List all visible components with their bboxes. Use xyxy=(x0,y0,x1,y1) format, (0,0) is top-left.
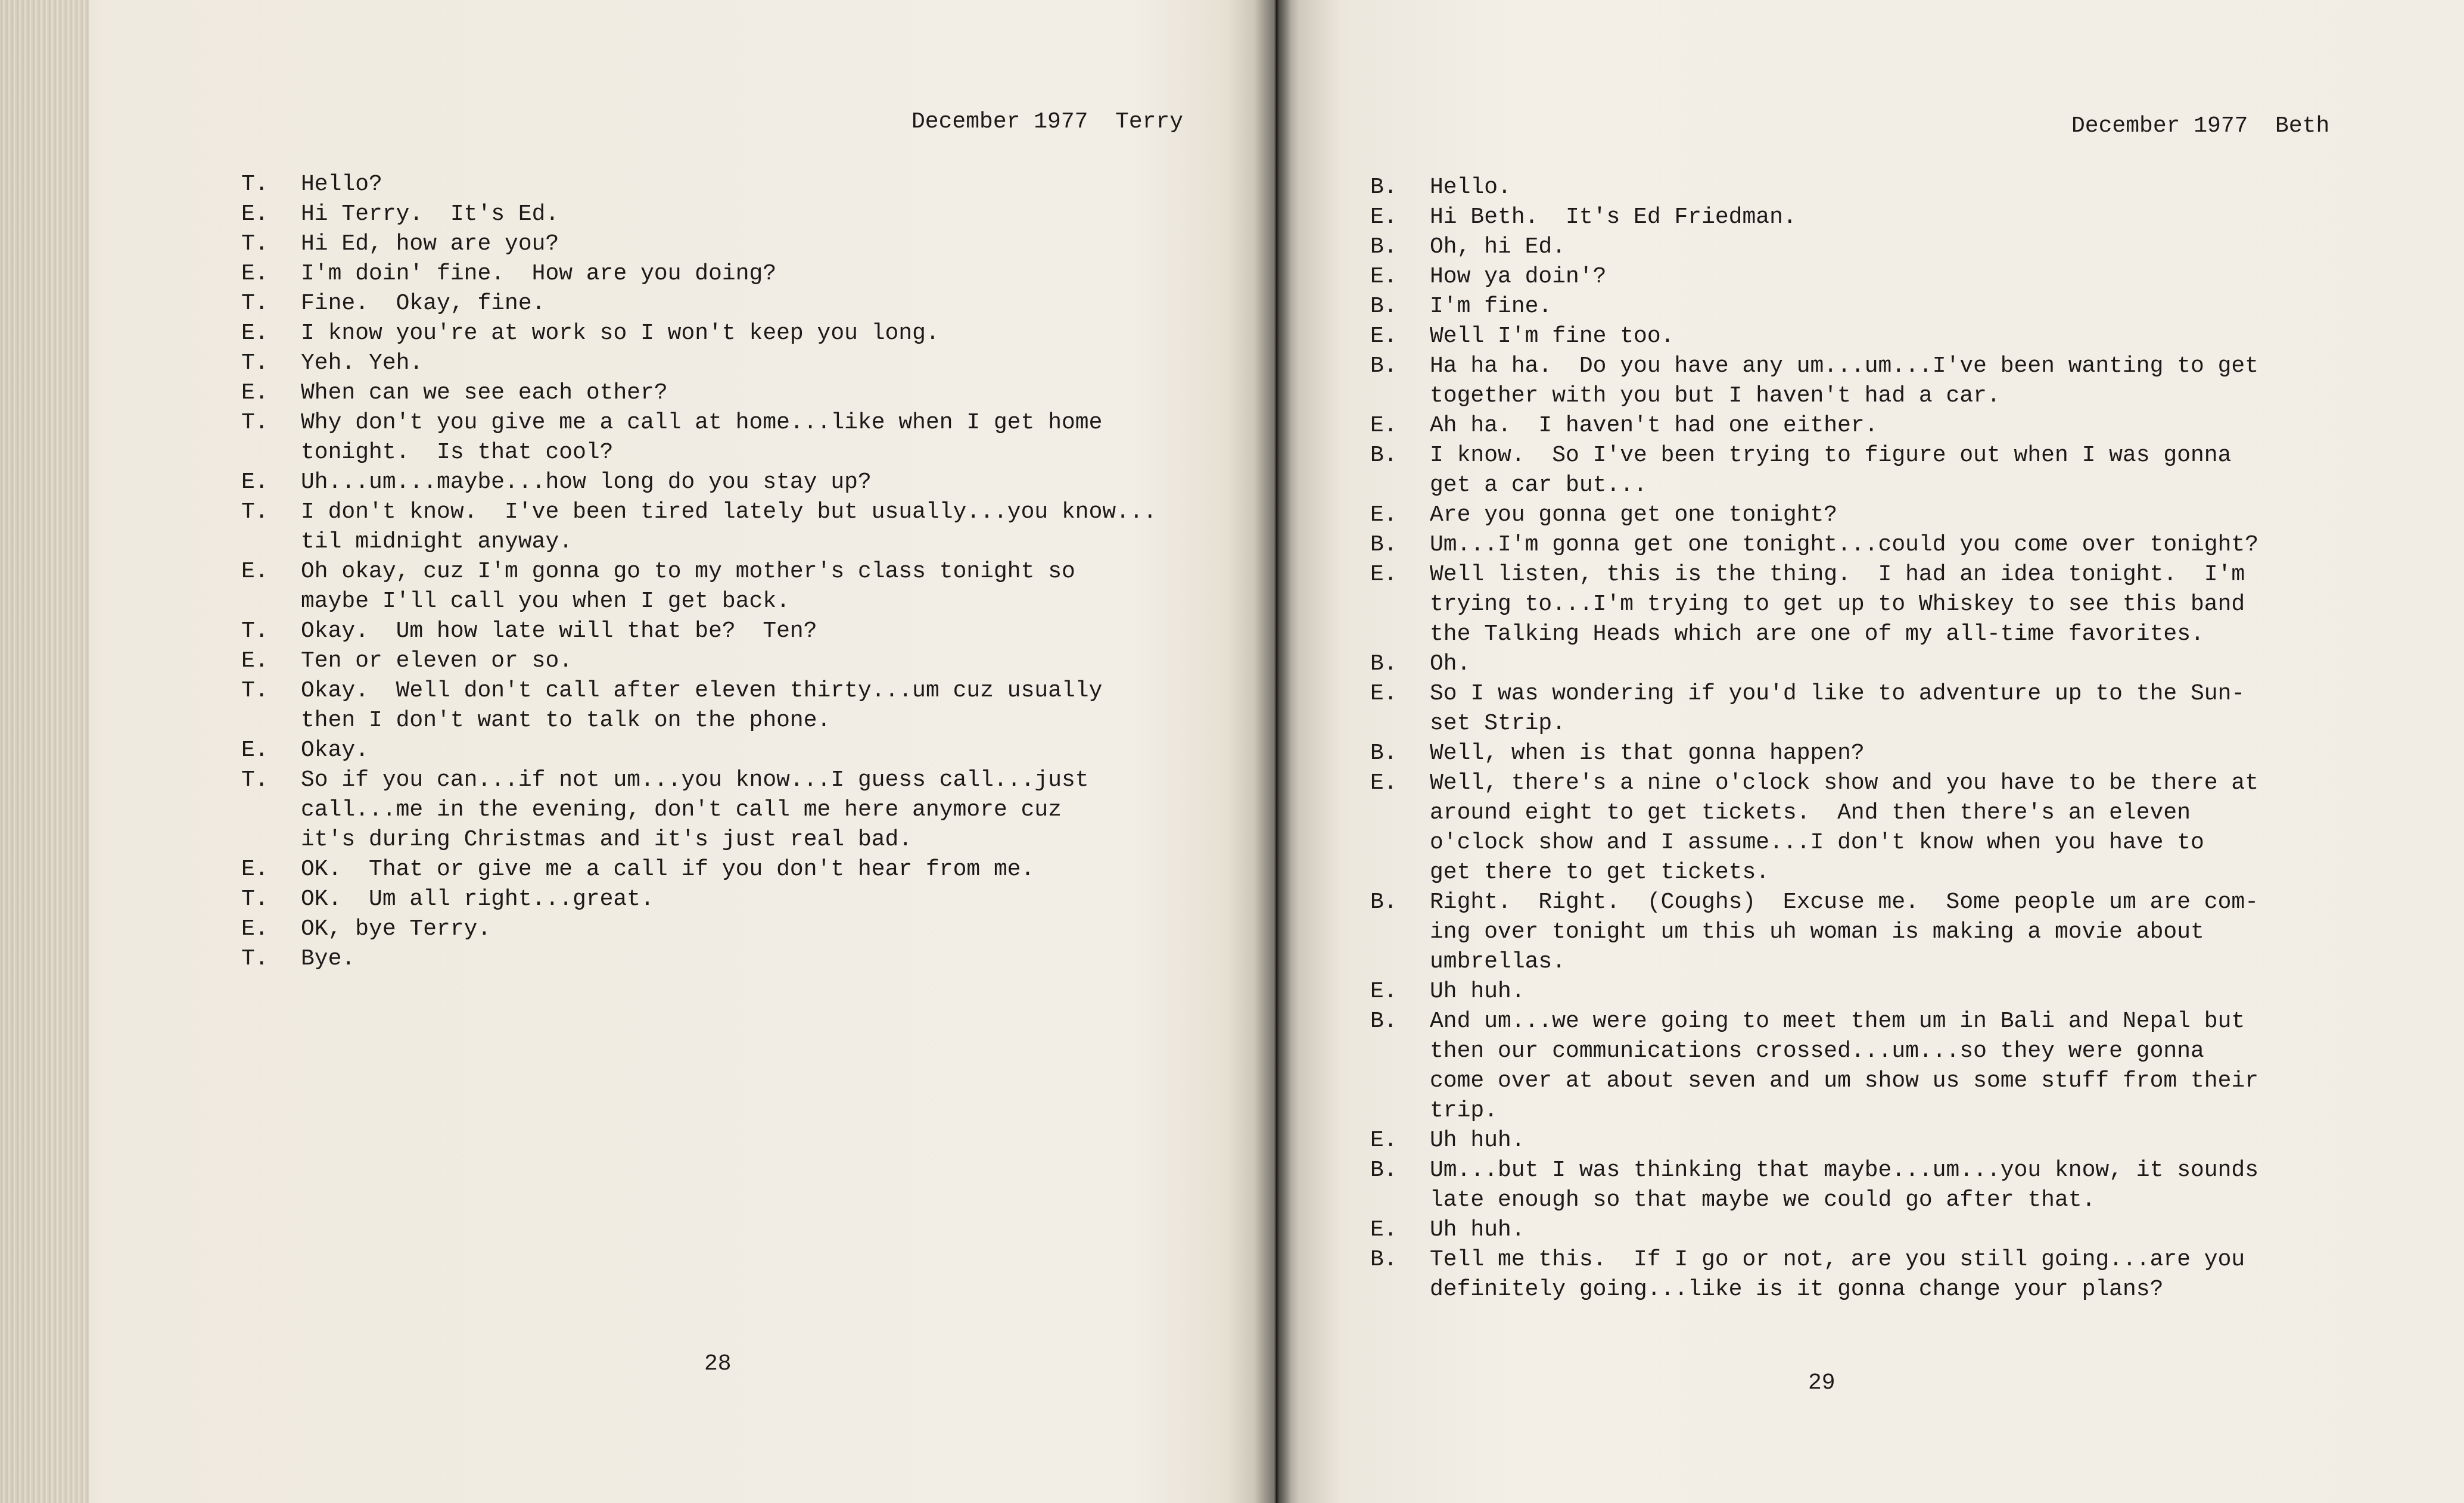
dialogue-line xyxy=(1370,411,2454,441)
speaker-label xyxy=(1370,917,1430,947)
page-edge-stack xyxy=(0,0,89,1503)
dialogue-text: then our communications crossed...um...so they were gonna xyxy=(1430,1038,2204,1064)
right-page-number: 29 xyxy=(1808,1370,1835,1396)
dialogue-text: come over at about seven and um show us some stuff from their xyxy=(1430,1068,2259,1094)
dialogue-line xyxy=(241,319,1266,348)
speaker-label: E. xyxy=(1370,323,1398,349)
speaker-label xyxy=(1370,709,1430,739)
dialogue-text: ing over tonight um this uh woman is making a movie about xyxy=(1430,919,2204,945)
dialogue-text: I don't know. I've been tired lately but usually...you know... xyxy=(301,499,1157,525)
dialogue-text: Hello? xyxy=(301,172,382,197)
dialogue-line xyxy=(1370,292,2454,322)
speaker-label xyxy=(1370,1185,1430,1215)
dialogue-text: Bye. xyxy=(301,946,356,972)
dialogue-text: Why don't you give me a call at home...like when I get home xyxy=(301,410,1103,435)
book-gutter xyxy=(1254,0,1299,1503)
dialogue-text: around eight to get tickets. And then there's an eleven xyxy=(1430,800,2191,826)
speaker-label: E. xyxy=(1370,979,1398,1004)
speaker-label xyxy=(241,706,301,736)
dialogue-line xyxy=(1370,828,2454,858)
dialogue-line xyxy=(241,825,1266,855)
dialogue-line xyxy=(1370,1126,2454,1156)
speaker-label: T. xyxy=(241,499,269,525)
dialogue-text: Right. Right. (Coughs) Excuse me. Some people um are com- xyxy=(1430,889,2259,915)
right-page-header: December 1977 Beth xyxy=(2071,113,2330,139)
speaker-label xyxy=(1370,1066,1430,1096)
speaker-label: E. xyxy=(1370,562,1398,587)
dialogue-text: I'm doin' fine. How are you doing? xyxy=(301,261,777,287)
dialogue-line xyxy=(1370,768,2454,798)
speaker-label: E. xyxy=(241,648,269,674)
dialogue-line xyxy=(1370,530,2454,560)
speaker-label: E. xyxy=(241,320,269,346)
dialogue-line xyxy=(1370,471,2454,500)
dialogue-text: definitely going...like is it gonna change your plans? xyxy=(1430,1277,2164,1302)
speaker-label xyxy=(1370,828,1430,858)
dialogue-text: maybe I'll call you when I get back. xyxy=(301,589,790,614)
speaker-label: T. xyxy=(241,172,269,197)
dialogue-line xyxy=(241,408,1266,438)
speaker-label xyxy=(1370,1096,1430,1126)
left-page-number: 28 xyxy=(704,1351,732,1377)
dialogue-line xyxy=(1370,798,2454,828)
dialogue-line xyxy=(1370,590,2454,620)
dialogue-line xyxy=(1370,322,2454,351)
speaker-label: T. xyxy=(241,410,269,435)
dialogue-text: Ha ha ha. Do you have any um...um...I've been wanting to get xyxy=(1430,353,2259,379)
speaker-label: E. xyxy=(1370,681,1398,707)
dialogue-line xyxy=(1370,1066,2454,1096)
left-page-header: December 1977 Terry xyxy=(911,109,1184,135)
speaker-label: E. xyxy=(1370,413,1398,438)
dialogue-text: Tell me this. If I go or not, are you still going...are you xyxy=(1430,1247,2245,1272)
dialogue-line xyxy=(1370,1275,2454,1305)
dialogue-line xyxy=(241,914,1266,944)
speaker-label: T. xyxy=(241,886,269,912)
dialogue-text: trip. xyxy=(1430,1098,1498,1124)
dialogue-text: the Talking Heads which are one of my all-time favorites. xyxy=(1430,621,2204,647)
dialogue-text: get there to get tickets. xyxy=(1430,860,1770,885)
dialogue-line xyxy=(1370,1215,2454,1245)
dialogue-line xyxy=(1370,381,2454,411)
speaker-label: B. xyxy=(1370,1157,1398,1183)
speaker-label: E. xyxy=(1370,502,1398,528)
speaker-label: T. xyxy=(241,946,269,972)
speaker-label: E. xyxy=(241,738,269,763)
dialogue-text: til midnight anyway. xyxy=(301,529,573,555)
dialogue-text: Ten or eleven or so. xyxy=(301,648,573,674)
dialogue-text: Okay. Um how late will that be? Ten? xyxy=(301,618,817,644)
dialogue-line xyxy=(241,765,1266,795)
dialogue-text: Ah ha. I haven't had one either. xyxy=(1430,413,1878,438)
dialogue-line xyxy=(1370,977,2454,1007)
speaker-label xyxy=(241,587,301,617)
dialogue-text: together with you but I haven't had a car. xyxy=(1430,383,2001,409)
speaker-label: E. xyxy=(241,916,269,942)
dialogue-line xyxy=(1370,947,2454,977)
dialogue-line xyxy=(1370,560,2454,590)
speaker-label xyxy=(241,527,301,557)
speaker-label: B. xyxy=(1370,234,1398,260)
dialogue-text: Okay. xyxy=(301,738,369,763)
speaker-label: B. xyxy=(1370,1009,1398,1034)
dialogue-line xyxy=(241,229,1266,259)
dialogue-line xyxy=(241,587,1266,617)
dialogue-line xyxy=(241,289,1266,319)
dialogue-text: then I don't want to talk on the phone. xyxy=(301,708,831,733)
speaker-label: B. xyxy=(1370,443,1398,468)
dialogue-text: o'clock show and I assume...I don't know when you have to xyxy=(1430,830,2204,855)
speaker-label: E. xyxy=(1370,204,1398,230)
dialogue-line xyxy=(241,348,1266,378)
dialogue-line xyxy=(1370,679,2454,709)
dialogue-text: Yeh. Yeh. xyxy=(301,350,424,376)
speaker-label xyxy=(1370,620,1430,649)
dialogue-text: I know you're at work so I won't keep you long. xyxy=(301,320,939,346)
dialogue-line xyxy=(1370,351,2454,381)
dialogue-line xyxy=(1370,739,2454,768)
dialogue-text: Hi Terry. It's Ed. xyxy=(301,201,559,227)
dialogue-text: When can we see each other? xyxy=(301,380,668,406)
speaker-label: E. xyxy=(241,201,269,227)
dialogue-text: I'm fine. xyxy=(1430,294,1553,319)
speaker-label: E. xyxy=(241,559,269,584)
speaker-label: E. xyxy=(1370,264,1398,290)
dialogue-line xyxy=(241,497,1266,527)
dialogue-text: Hi Ed, how are you? xyxy=(301,231,559,257)
dialogue-text: set Strip. xyxy=(1430,711,1566,736)
speaker-label: B. xyxy=(1370,740,1398,766)
dialogue-text: Uh...um...maybe...how long do you stay up? xyxy=(301,469,872,495)
speaker-label xyxy=(1370,798,1430,828)
dialogue-line xyxy=(1370,500,2454,530)
dialogue-line xyxy=(1370,888,2454,917)
dialogue-text: umbrellas. xyxy=(1430,949,1566,975)
dialogue-line xyxy=(241,468,1266,497)
speaker-label: T. xyxy=(241,291,269,316)
dialogue-line xyxy=(1370,173,2454,203)
speaker-label xyxy=(241,825,301,855)
dialogue-line xyxy=(241,200,1266,229)
speaker-label: E. xyxy=(1370,770,1398,796)
dialogue-line xyxy=(241,676,1266,706)
dialogue-line xyxy=(1370,917,2454,947)
dialogue-line xyxy=(1370,203,2454,232)
dialogue-text: Fine. Okay, fine. xyxy=(301,291,546,316)
speaker-label xyxy=(1370,471,1430,500)
dialogue-text: And um...we were going to meet them um in Bali and Nepal but xyxy=(1430,1009,2245,1034)
dialogue-text: Oh okay, cuz I'm gonna go to my mother's class tonight so xyxy=(301,559,1075,584)
dialogue-text: Well, when is that gonna happen? xyxy=(1430,740,1865,766)
speaker-label: E. xyxy=(241,857,269,882)
speaker-label xyxy=(1370,1037,1430,1066)
speaker-label: E. xyxy=(1370,1217,1398,1243)
speaker-label: T. xyxy=(241,231,269,257)
dialogue-line xyxy=(241,885,1266,914)
dialogue-line xyxy=(1370,232,2454,262)
dialogue-text: I know. So I've been trying to figure out when I was gonna xyxy=(1430,443,2232,468)
speaker-label xyxy=(1370,1275,1430,1305)
dialogue-line xyxy=(241,170,1266,200)
dialogue-text: Um...but I was thinking that maybe...um...you know, it sounds xyxy=(1430,1157,2259,1183)
speaker-label: T. xyxy=(241,350,269,376)
dialogue-text: tonight. Is that cool? xyxy=(301,440,614,465)
dialogue-text: OK. Um all right...great. xyxy=(301,886,654,912)
dialogue-text: Well listen, this is the thing. I had an idea tonight. I'm xyxy=(1430,562,2245,587)
dialogue-line xyxy=(1370,262,2454,292)
speaker-label xyxy=(1370,947,1430,977)
dialogue-text: Are you gonna get one tonight? xyxy=(1430,502,1838,528)
speaker-label: B. xyxy=(1370,532,1398,558)
dialogue-line xyxy=(241,557,1266,587)
dialogue-line xyxy=(1370,1007,2454,1037)
dialogue-line xyxy=(241,855,1266,885)
speaker-label: B. xyxy=(1370,175,1398,200)
speaker-label: B. xyxy=(1370,1247,1398,1272)
dialogue-line xyxy=(241,378,1266,408)
speaker-label: E. xyxy=(1370,1128,1398,1153)
speaker-label: T. xyxy=(241,618,269,644)
dialogue-text: Hello. xyxy=(1430,175,1511,200)
dialogue-line xyxy=(241,736,1266,765)
dialogue-line xyxy=(1370,858,2454,888)
speaker-label xyxy=(1370,590,1430,620)
right-page xyxy=(1276,0,2464,1503)
speaker-label: E. xyxy=(241,261,269,287)
dialogue-text: Uh huh. xyxy=(1430,1217,1525,1243)
dialogue-line xyxy=(1370,649,2454,679)
dialogue-text: So if you can...if not um...you know...I guess call...just xyxy=(301,767,1089,793)
dialogue-text: Oh. xyxy=(1430,651,1471,677)
dialogue-text: Okay. Well don't call after eleven thirty...um cuz usually xyxy=(301,678,1103,704)
dialogue-text: Oh, hi Ed. xyxy=(1430,234,1566,260)
speaker-label: T. xyxy=(241,767,269,793)
dialogue-line xyxy=(1370,620,2454,649)
speaker-label xyxy=(241,438,301,468)
dialogue-text: late enough so that maybe we could go after that. xyxy=(1430,1187,2096,1213)
dialogue-text: call...me in the evening, don't call me here anymore cuz xyxy=(301,797,1062,823)
speaker-label xyxy=(1370,381,1430,411)
dialogue-line xyxy=(241,527,1266,557)
dialogue-line xyxy=(241,646,1266,676)
speaker-label xyxy=(1370,858,1430,888)
speaker-label: E. xyxy=(241,469,269,495)
speaker-label: B. xyxy=(1370,353,1398,379)
dialogue-line xyxy=(241,944,1266,974)
dialogue-line xyxy=(241,706,1266,736)
right-page-dialogue xyxy=(1370,173,2454,1305)
dialogue-line xyxy=(1370,1037,2454,1066)
dialogue-line xyxy=(241,617,1266,646)
dialogue-text: How ya doin'? xyxy=(1430,264,1607,290)
dialogue-line xyxy=(1370,1185,2454,1215)
speaker-label: B. xyxy=(1370,294,1398,319)
dialogue-line xyxy=(241,259,1266,289)
dialogue-text: it's during Christmas and it's just real bad. xyxy=(301,827,913,852)
dialogue-text: OK, bye Terry. xyxy=(301,916,491,942)
dialogue-text: trying to...I'm trying to get up to Whiskey to see this band xyxy=(1430,592,2245,617)
dialogue-text: Um...I'm gonna get one tonight...could you come over tonight? xyxy=(1430,532,2259,558)
speaker-label xyxy=(241,795,301,825)
dialogue-text: Uh huh. xyxy=(1430,1128,1525,1153)
dialogue-line xyxy=(241,795,1266,825)
dialogue-text: So I was wondering if you'd like to adventure up to the Sun- xyxy=(1430,681,2245,707)
dialogue-line xyxy=(241,438,1266,468)
dialogue-line xyxy=(1370,709,2454,739)
dialogue-line xyxy=(1370,441,2454,471)
dialogue-text: Well, there's a nine o'clock show and you have to be there at xyxy=(1430,770,2259,796)
dialogue-line xyxy=(1370,1156,2454,1185)
speaker-label: B. xyxy=(1370,651,1398,677)
speaker-label: T. xyxy=(241,678,269,704)
dialogue-text: Hi Beth. It's Ed Friedman. xyxy=(1430,204,1797,230)
speaker-label: E. xyxy=(241,380,269,406)
dialogue-line xyxy=(1370,1096,2454,1126)
dialogue-text: Uh huh. xyxy=(1430,979,1525,1004)
left-page-dialogue xyxy=(241,170,1266,974)
dialogue-text: OK. That or give me a call if you don't hear from me. xyxy=(301,857,1035,882)
dialogue-text: get a car but... xyxy=(1430,472,1647,498)
dialogue-text: Well I'm fine too. xyxy=(1430,323,1675,349)
speaker-label: B. xyxy=(1370,889,1398,915)
dialogue-line xyxy=(1370,1245,2454,1275)
